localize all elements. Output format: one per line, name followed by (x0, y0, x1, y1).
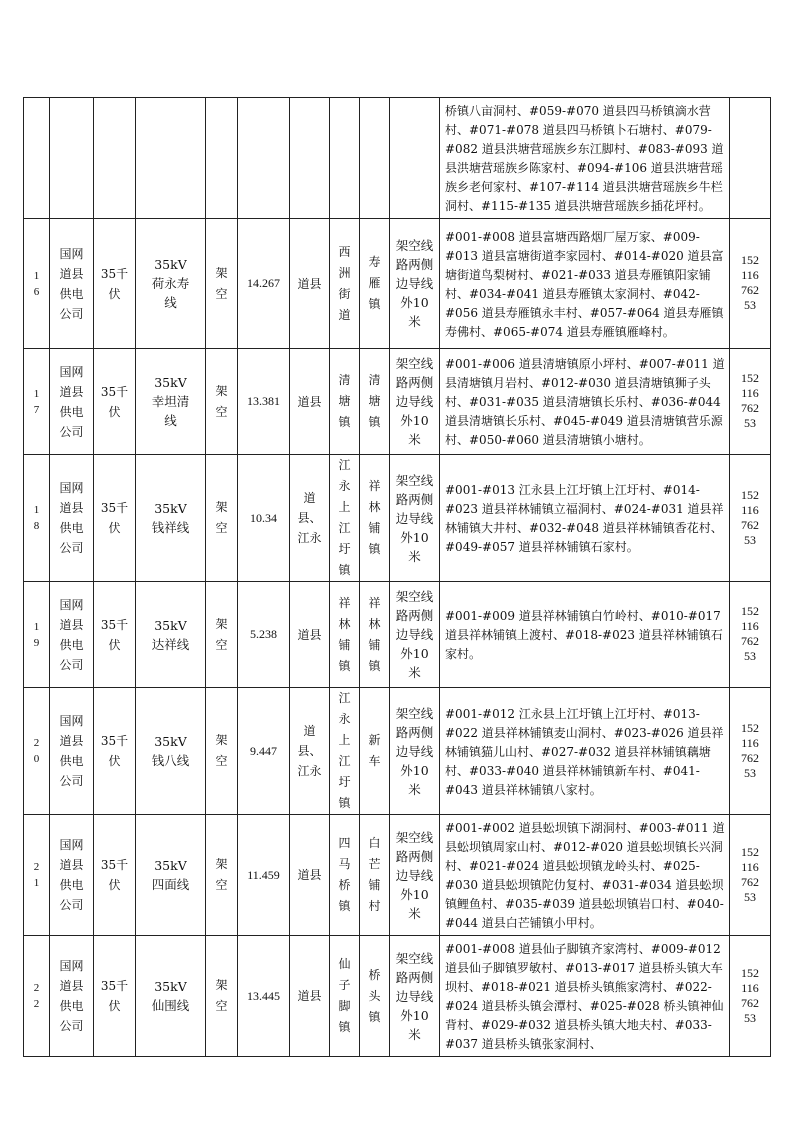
row-number: 20 (24, 688, 50, 815)
line-type: 架空 (206, 688, 238, 815)
county: 道县、江永 (290, 455, 330, 582)
voltage: 35千伏 (94, 349, 136, 455)
line-length: 14.267 (238, 219, 290, 349)
town: 江永上江圩镇 (330, 455, 360, 582)
county: 道县 (290, 582, 330, 688)
row-number: 22 (24, 936, 50, 1057)
table-row (24, 688, 771, 815)
county: 道县 (290, 219, 330, 349)
town: 西洲街道 (330, 219, 360, 349)
line-length: 13.445 (238, 936, 290, 1057)
route-cell: #001-#008 道县富塘西路烟厂屋万家、#009-#013 道县富塘街道李家园村、#014-#020 道县富塘街道鸟梨树村、#021-#033 道县寿雁镇阳家铺村、#034-#041 道县寿雁镇太家洞村、#042-#056 道县寿雁镇永丰村、#057-#064 道县寿雁镇寿佛村、#065-#074 道县寿雁镇雁峰村。 (440, 219, 730, 349)
line-name: 35kV钱八线 (136, 688, 206, 815)
row-number: 18 (24, 455, 50, 582)
corridor: 架空线路两侧边导线外10米 (390, 349, 440, 455)
town-2: 祥林铺镇 (360, 455, 390, 582)
company: 国网道县供电公司 (50, 582, 94, 688)
town: 四马桥镇 (330, 815, 360, 936)
route-cell: #001-#008 道县仙子脚镇齐家湾村、#009-#012 道县仙子脚镇罗敏村、#013-#017 道县桥头镇大车坝村、#018-#021 道县桥头镇熊家湾村、#022-#024 道县桥头镇会潭村、#025-#028 桥头镇神仙背村、#029-#032 道县桥头镇大地夫村、#033-#037 道县桥头镇张家洞村、 (440, 936, 730, 1057)
line-type: 架空 (206, 349, 238, 455)
company: 国网道县供电公司 (50, 219, 94, 349)
line-length: 9.447 (238, 688, 290, 815)
town-2: 寿雁镇 (360, 219, 390, 349)
corridor: 架空线路两侧边导线外10米 (390, 455, 440, 582)
corridor: 架空线路两侧边导线外10米 (390, 582, 440, 688)
table-row-continued (24, 98, 771, 219)
company: 国网道县供电公司 (50, 688, 94, 815)
town: 江永上江圩镇 (330, 688, 360, 815)
line-type: 架空 (206, 582, 238, 688)
corridor: 架空线路两侧边导线外10米 (390, 688, 440, 815)
route-cell: #001-#006 道县清塘镇原小坪村、#007-#011 道县清塘镇月岩村、#012-#030 道县清塘镇狮子头村、#031-#035 道县清塘镇长乐村、#036-#044 道县清塘镇长乐村、#045-#049 道县清塘镇营乐源村、#050-#060 道县清塘镇小塘村。 (440, 349, 730, 455)
table-row (24, 349, 771, 455)
voltage: 35千伏 (94, 455, 136, 582)
town-2: 清塘镇 (360, 349, 390, 455)
county: 道县 (290, 936, 330, 1057)
route-cell: #001-#012 江永县上江圩镇上江圩村、#013-#022 道县祥林铺镇麦山洞村、#023-#026 道县祥林铺镇猫儿山村、#027-#032 道县祥林铺镇藕塘村、#033-#040 道县祥林铺镇新车村、#041-#043 道县祥林铺镇八家村。 (440, 688, 730, 815)
voltage: 35千伏 (94, 219, 136, 349)
line-name: 35kV达祥线 (136, 582, 206, 688)
line-type: 架空 (206, 219, 238, 349)
town-2: 祥林铺镇 (360, 582, 390, 688)
line-name: 35kV幸坦清线 (136, 349, 206, 455)
town-2: 新车 (360, 688, 390, 815)
route-cell: 桥镇八亩洞村、#059-#070 道县四马桥镇滴水营村、#071-#078 道县四马桥镇卜石塘村、#079-#082 道县洪塘营瑶族乡东江脚村、#083-#093 道县洪塘营瑶族乡陈家村、#094-#106 道县洪塘营瑶族乡老何家村、#107-#114 道县洪塘营瑶族乡牛栏洞村、#115-#135 道县洪塘营瑶族乡插花坪村。 (440, 98, 730, 219)
line-length: 13.381 (238, 349, 290, 455)
route-cell: #001-#013 江永县上江圩镇上江圩村、#014-#023 道县祥林铺镇立福洞村、#024-#031 道县祥林铺镇大井村、#032-#048 道县祥林铺镇香花村、#049-#057 道县祥林铺镇石家村。 (440, 455, 730, 582)
phone: 15211676253 (730, 219, 771, 349)
voltage: 35千伏 (94, 815, 136, 936)
line-type: 架空 (206, 815, 238, 936)
line-name: 35kV钱祥线 (136, 455, 206, 582)
table-row (24, 582, 771, 688)
company: 国网道县供电公司 (50, 349, 94, 455)
phone: 15211676253 (730, 815, 771, 936)
line-type: 架空 (206, 936, 238, 1057)
voltage: 35千伏 (94, 582, 136, 688)
corridor: 架空线路两侧边导线外10米 (390, 936, 440, 1057)
company: 国网道县供电公司 (50, 815, 94, 936)
power-line-table (23, 97, 771, 1057)
company: 国网道县供电公司 (50, 455, 94, 582)
line-length: 11.459 (238, 815, 290, 936)
line-name: 35kV仙围线 (136, 936, 206, 1057)
county: 道县、江永 (290, 688, 330, 815)
town: 仙子脚镇 (330, 936, 360, 1057)
phone: 15211676253 (730, 455, 771, 582)
row-number: 19 (24, 582, 50, 688)
county: 道县 (290, 815, 330, 936)
table-row (24, 219, 771, 349)
route-cell: #001-#009 道县祥林铺镇白竹岭村、#010-#017 道县祥林铺镇上渡村、#018-#023 道县祥林铺镇石家村。 (440, 582, 730, 688)
line-length: 5.238 (238, 582, 290, 688)
line-name: 35kV四面线 (136, 815, 206, 936)
voltage: 35千伏 (94, 936, 136, 1057)
corridor: 架空线路两侧边导线外10米 (390, 219, 440, 349)
company: 国网道县供电公司 (50, 936, 94, 1057)
town-2: 桥头镇 (360, 936, 390, 1057)
town: 祥林铺镇 (330, 582, 360, 688)
line-type: 架空 (206, 455, 238, 582)
row-number: 21 (24, 815, 50, 936)
town: 清塘镇 (330, 349, 360, 455)
row-number: 16 (24, 219, 50, 349)
line-length: 10.34 (238, 455, 290, 582)
row-number: 17 (24, 349, 50, 455)
phone: 15211676253 (730, 349, 771, 455)
table-row (24, 455, 771, 582)
line-name: 35kV荷永寿线 (136, 219, 206, 349)
corridor: 架空线路两侧边导线外10米 (390, 815, 440, 936)
route-cell: #001-#002 道县蚣坝镇下湖洞村、#003-#011 道县蚣坝镇周家山村、#012-#020 道县蚣坝镇长兴洞村、#021-#024 道县蚣坝镇龙岭头村、#025-#030 道县蚣坝镇陀仂复村、#031-#034 道县蚣坝镇鲤鱼村、#035-#039 道县蚣坝镇岩口村、#040-#044 道县白芒铺镇小甲村。 (440, 815, 730, 936)
voltage: 35千伏 (94, 688, 136, 815)
phone: 15211676253 (730, 582, 771, 688)
table-row (24, 815, 771, 936)
table-row (24, 936, 771, 1057)
town-2: 白芒铺村 (360, 815, 390, 936)
phone: 15211676253 (730, 688, 771, 815)
phone: 15211676253 (730, 936, 771, 1057)
county: 道县 (290, 349, 330, 455)
